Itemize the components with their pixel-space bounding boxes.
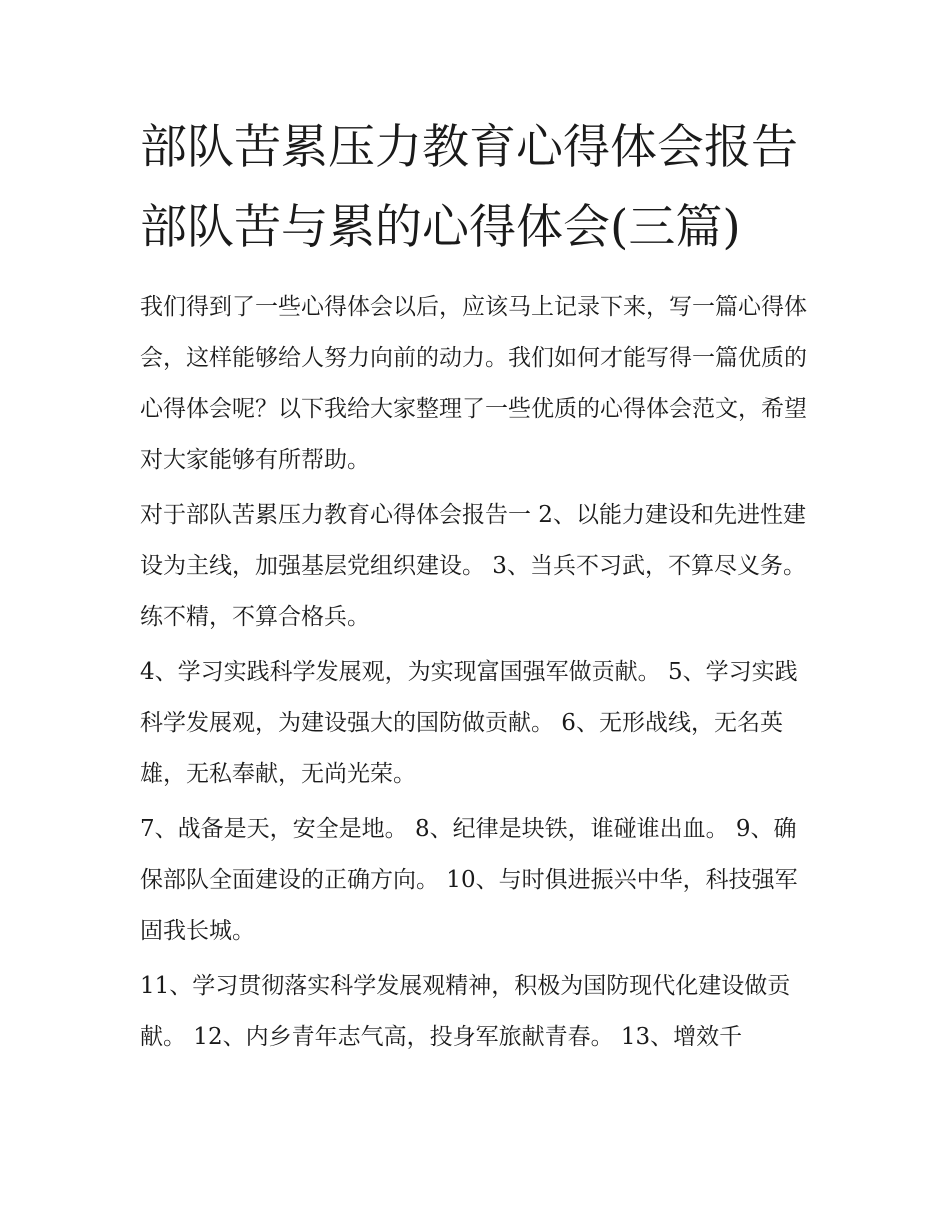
document-content — [140, 108, 812, 1067]
body-paragraph: 4、学习实践科学发展观，为实现富国强军做贡献。 5、学习实践科学发展观，为建设强大的国防做贡献。 6、无形战线，无名英雄，无私奉献，无尚光荣。 — [140, 659, 798, 787]
body-paragraph: 11、学习贯彻落实科学发展观精神，积极为国防现代化建设做贡献。 12、内乡青年志气高，投身军旅献青春。 13、增效千 — [140, 973, 791, 1050]
intro-paragraph: 我们得到了一些心得体会以后，应该马上记录下来，写一篇心得体会，这样能够给人努力向前的动力。我们如何才能写得一篇优质的心得体会呢？以下我给大家整理了一些优质的心得体会范文，希望对大家能够有所帮助。 — [140, 294, 807, 473]
body-paragraph: 7、战备是天，安全是地。 8、纪律是块铁，谁碰谁出血。 9、确保部队全面建设的正确方向。 10、与时俱进振兴中华，科技强军固我长城。 — [140, 816, 798, 944]
document-title: 部队苦累压力教育心得体会报告 部队苦与累的心得体会(三篇) — [140, 120, 798, 255]
body-paragraph: 对于部队苦累压力教育心得体会报告一 2、以能力建设和先进性建设为主线，加强基层党组织建设。 3、当兵不习武，不算尽义务。练不精，不算合格兵。 — [140, 502, 806, 630]
